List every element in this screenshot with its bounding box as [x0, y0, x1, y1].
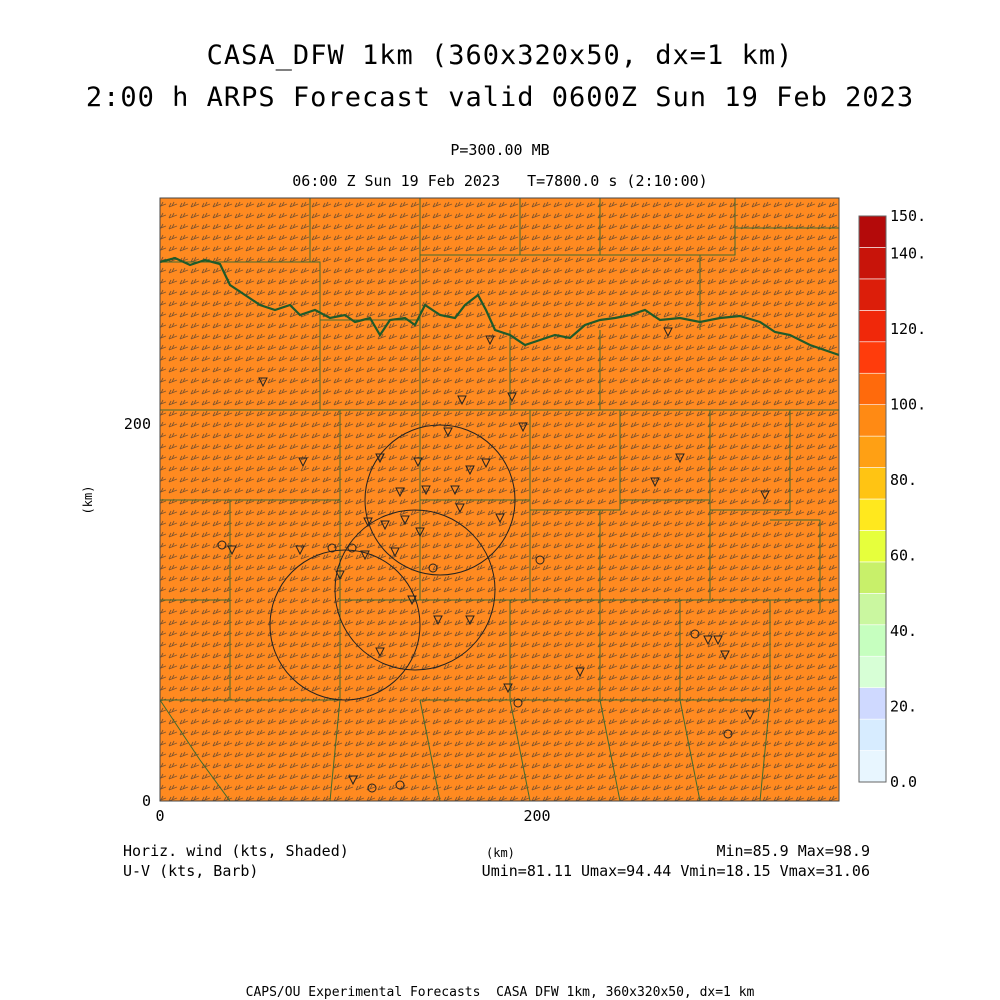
title-line-1: CASA_DFW 1km (360x320x50, dx=1 km): [206, 40, 794, 71]
colorbar-swatch: [859, 342, 886, 373]
colorbar-label: 140.: [890, 244, 927, 263]
colorbar: [859, 207, 926, 791]
colorbar-swatch: [859, 593, 886, 624]
colorbar-swatch: [859, 719, 886, 750]
colorbar-swatch: [859, 499, 886, 530]
colorbar-swatch: [859, 310, 886, 341]
colorbar-swatch: [859, 656, 886, 687]
colorbar-label: 100.: [890, 395, 927, 414]
valid-time-label: 06:00 Z Sun 19 Feb 2023 T=7800.0 s (2:10:00): [292, 172, 708, 190]
pressure-label: P=300.00 MB: [450, 141, 550, 159]
colorbar-swatch: [859, 373, 886, 404]
min-max-label: Min=85.9 Max=98.9: [716, 842, 870, 860]
colorbar-label: 20.: [890, 697, 918, 716]
colorbar-swatch: [859, 279, 886, 310]
colorbar-label: 80.: [890, 471, 918, 490]
colorbar-label: 40.: [890, 622, 918, 641]
colorbar-swatch: [859, 562, 886, 593]
colorbar-swatch: [859, 688, 886, 719]
shaded-variable-label: Horiz. wind (kts, Shaded): [123, 842, 349, 860]
colorbar-swatch: [859, 530, 886, 561]
x-tick-200: 200: [523, 807, 551, 825]
x-tick-0: 0: [155, 807, 165, 825]
colorbar-swatch: [859, 405, 886, 436]
uv-range-label: Umin=81.11 Umax=94.44 Vmin=18.15 Vmax=31.06: [481, 862, 870, 880]
colorbar-label: 150.: [890, 207, 927, 225]
title-line-2: 2:00 h ARPS Forecast valid 0600Z Sun 19 Feb 2023: [85, 82, 915, 113]
y-tick-0: 0: [141, 792, 151, 810]
x-axis-unit: (km): [486, 846, 515, 860]
colorbar-swatch: [859, 436, 886, 467]
colorbar-swatch: [859, 468, 886, 499]
colorbar-swatch: [859, 247, 886, 278]
colorbar-label: 0.0: [890, 773, 918, 791]
colorbar-label: 120.: [890, 320, 927, 339]
footer-credit: CAPS/OU Experimental Forecasts CASA DFW 1km, 360x320x50, dx=1 km: [245, 985, 755, 1000]
y-tick-200: 200: [123, 415, 151, 433]
barb-variable-label: U-V (kts, Barb): [123, 862, 259, 880]
colorbar-label: 60.: [890, 546, 918, 565]
colorbar-swatch: [859, 216, 886, 247]
map-panel: [158, 198, 839, 801]
y-axis-unit: (km): [81, 485, 95, 515]
colorbar-swatch: [859, 751, 886, 782]
colorbar-swatch: [859, 625, 886, 656]
